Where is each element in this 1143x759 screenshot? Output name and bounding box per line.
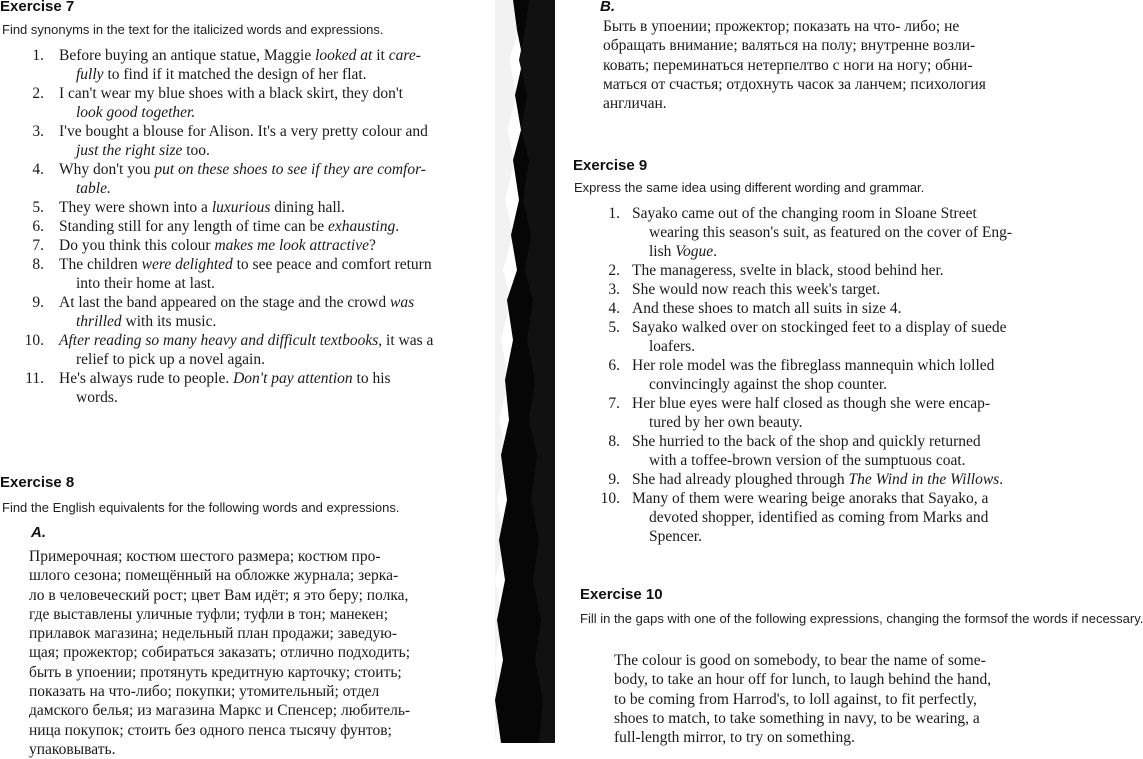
item-text	[632, 432, 1051, 470]
list-item	[0, 369, 472, 407]
text-run: relief to pick up a novel again.	[76, 351, 265, 368]
item-text	[632, 470, 1051, 489]
text-run: into their home at last.	[76, 275, 216, 292]
list-item	[0, 293, 472, 331]
text-line: Fill in the gaps with one of the following expressions, changing the forms	[580, 611, 997, 626]
list-item	[555, 394, 1051, 432]
item-number: 8.	[32, 256, 44, 273]
list-item	[555, 489, 1051, 546]
item-number: 4.	[608, 300, 620, 317]
text-run: I've bought a blouse for Alison. It's a very pretty colour and	[59, 123, 428, 140]
item-text	[632, 489, 1051, 546]
text-run: Standing still for any length of time can be	[59, 218, 329, 235]
text-run: Sayako walked over on stockinged feet to a display of suede	[632, 319, 1007, 336]
italic-phrase: After reading so many heavy and difficult textbooks	[59, 332, 379, 349]
item-number: 10.	[24, 332, 44, 349]
text-run: Why don't you	[59, 161, 155, 178]
italic-phrase: The Wind in the Willows	[848, 471, 1000, 488]
exercise-8-instruction: Find the English equivalents for the following words and expressions.	[2, 500, 400, 515]
text-line: ковать; переминаться нетерпелтво с ноги на ногу; обни-	[603, 56, 973, 74]
italic-phrase: was	[389, 294, 415, 311]
text-run: The manageress, svelte in black, stood behind her.	[632, 262, 944, 279]
text-line: ница покупок; стоить без одного пенса тысячу фунтов;	[29, 721, 392, 739]
text-run: Many of them were wearing beige anoraks that Sayako, a	[632, 490, 989, 507]
text-run: tured by her own beauty.	[649, 414, 803, 431]
item-text	[59, 122, 472, 160]
item-text	[632, 299, 1051, 318]
item-number: 6.	[32, 218, 44, 235]
text-run: words.	[76, 389, 118, 406]
item-text	[632, 394, 1051, 432]
italic-phrase: thrilled	[76, 313, 122, 330]
item-text	[59, 198, 472, 217]
text-run: loafers.	[649, 338, 696, 355]
text-run: with a toffee-brown version of the sumptuous coat.	[649, 452, 966, 469]
italic-phrase: looked at	[315, 47, 373, 64]
item-text	[59, 84, 472, 122]
text-run: She would now reach this week's target.	[632, 281, 881, 298]
text-run: Her role model was the fibreglass mannequin which lolled	[632, 357, 995, 374]
text-line: быть в упоении; протянуть кредитную карточку; стоить;	[29, 663, 402, 681]
list-item	[0, 217, 472, 236]
list-item	[555, 261, 1051, 280]
text-line: Быть в упоении; прожектор; показать на что- либо; не	[603, 18, 960, 35]
text-run: to find if it matched the design of her flat.	[103, 66, 367, 83]
item-number: 3.	[608, 281, 620, 298]
exercise-9-title: Exercise 9	[573, 157, 648, 174]
italic-phrase: Don't pay attention	[233, 370, 353, 387]
item-text	[632, 356, 1051, 394]
item-text	[59, 46, 472, 84]
item-number: 2.	[32, 85, 44, 102]
text-line: дамского белья; из магазина Маркс и Спенсер; любитель-	[29, 702, 411, 720]
text-run: devoted shopper, identified as coming from Marks and	[649, 509, 989, 526]
list-item	[555, 299, 1051, 318]
text-run: it	[372, 47, 389, 64]
text-line: to be coming from Harrod's, to loll against, to fit perfectly,	[614, 690, 977, 708]
item-text	[632, 261, 1051, 280]
exercise-9-instruction: Express the same idea using different wording and grammar.	[574, 180, 925, 195]
list-item	[0, 84, 472, 122]
item-number: 9.	[608, 471, 620, 488]
italic-phrase: exhausting	[328, 218, 396, 235]
right-page	[555, 0, 1143, 747]
text-line: англичан.	[603, 95, 667, 113]
item-number: 4.	[32, 161, 44, 178]
text-line: щая; прожектор; собираться заказать; отлично подходить;	[29, 644, 411, 662]
list-item	[0, 122, 472, 160]
text-run: The children	[59, 256, 142, 273]
text-line: body, to take an hour off for lunch, to laugh behind the hand,	[614, 671, 992, 689]
list-item	[555, 470, 1051, 489]
item-number: 1.	[32, 47, 44, 64]
list-item	[0, 46, 472, 84]
text-run: .	[395, 218, 400, 235]
section-b-label: B.	[600, 0, 615, 15]
exercise-8-title: Exercise 8	[0, 474, 75, 491]
item-text	[59, 160, 472, 198]
text-run: dining hall.	[270, 199, 345, 216]
text-line: Примерочная; костюм шестого размера; костюм про-	[29, 548, 381, 565]
text-run: At last the band appeared on the stage and the crowd	[59, 294, 390, 311]
italic-phrase: makes me look attractive	[214, 237, 369, 254]
list-item	[0, 198, 472, 217]
item-text	[59, 255, 472, 293]
exercise-7-instruction: Find synonyms in the text for the italicized words and expressions.	[2, 22, 384, 37]
item-number: 8.	[608, 433, 620, 450]
item-number: 3.	[32, 123, 44, 140]
text-line: упаковывать.	[29, 740, 116, 758]
item-number: 2.	[608, 262, 620, 279]
text-line: прилавок магазина; недельный план продажи; заведую-	[29, 625, 397, 643]
italic-phrase: luxurious	[211, 199, 271, 216]
item-number: 5.	[32, 199, 44, 216]
text-line: shoes to match, to take something in navy, to be wearing, a	[614, 709, 980, 727]
section-a-label: A.	[31, 524, 46, 541]
italic-phrase: were delighted	[141, 256, 233, 273]
text-run: Do you think this colour	[59, 237, 215, 254]
exercise-9-list	[555, 204, 1051, 546]
text-run: ?	[368, 237, 376, 254]
text-run: And these shoes to match all suits in size 4.	[632, 300, 902, 317]
text-run: She hurried to the back of the shop and quickly returned	[632, 433, 981, 450]
text-run: Her blue eyes were half closed as though she were encap-	[632, 395, 991, 412]
text-run: to his	[352, 370, 391, 387]
text-run: She had already ploughed through	[632, 471, 849, 488]
exercise-10-instruction	[580, 610, 1143, 628]
text-line: маться от счастья; отдохнуть часок за ланчем; психология	[603, 75, 986, 93]
text-line: of the words if necessary.	[996, 611, 1143, 626]
item-text	[632, 204, 1051, 261]
text-run: , it was a	[378, 332, 434, 349]
text-run: I can't wear my blue shoes with a black skirt, they don't	[59, 85, 403, 102]
list-item	[555, 204, 1051, 261]
item-number: 10.	[600, 490, 620, 507]
text-run: wearing this season's suit, as featured on the cover of Eng-	[649, 224, 1013, 241]
item-number: 9.	[32, 294, 44, 311]
text-line: ло в человеческий рост; цвет Вам идёт; я это беру; полка,	[29, 586, 409, 604]
text-run: Spencer.	[649, 528, 702, 545]
text-run: Before buying an antique statue, Maggie	[59, 47, 316, 64]
item-text	[59, 331, 472, 369]
text-line: обращать внимание; валяться на полу; внутренне возли-	[603, 37, 976, 55]
list-item	[0, 236, 472, 255]
item-number: 6.	[608, 357, 620, 374]
italic-phrase: fully	[76, 66, 104, 83]
text-run: He's always rude to people.	[59, 370, 234, 387]
text-run: with its music.	[121, 313, 217, 330]
text-run: .	[999, 471, 1004, 488]
section-a-text	[29, 547, 471, 759]
text-run: .	[713, 243, 718, 260]
left-page	[0, 0, 495, 758]
list-item	[555, 318, 1051, 356]
text-run: to see peace and comfort return	[232, 256, 432, 273]
italic-phrase: table.	[76, 180, 111, 197]
italic-phrase: put on these shoes to see if they are comfor-	[154, 161, 426, 178]
item-text	[632, 280, 1051, 299]
text-line: шлого сезона; помещённый на обложке журнала; зерка-	[29, 567, 399, 585]
item-text	[632, 318, 1051, 356]
item-text	[59, 293, 472, 331]
text-run: convincingly against the shop counter.	[649, 376, 888, 393]
italic-phrase: look good together.	[76, 104, 196, 121]
list-item	[0, 255, 472, 293]
exercise-7-list	[0, 46, 472, 407]
italic-phrase: care-	[388, 47, 421, 64]
italic-phrase: Vogue	[675, 243, 714, 260]
text-line: full-length mirror, to try on something.	[614, 729, 855, 747]
exercise-7-title: Exercise 7	[0, 0, 75, 15]
text-run: They were shown into a	[59, 199, 212, 216]
text-run: too.	[182, 142, 210, 159]
item-number: 7.	[608, 395, 620, 412]
list-item	[555, 432, 1051, 470]
list-item	[0, 331, 472, 369]
text-line: показать на что-либо; покупки; утомительный; отдел	[29, 683, 380, 701]
item-text	[59, 217, 472, 236]
list-item	[555, 356, 1051, 394]
italic-phrase: just the right size	[76, 142, 183, 159]
page-gutter	[495, 0, 555, 743]
item-text	[59, 369, 472, 407]
list-item	[555, 280, 1051, 299]
item-number: 1.	[608, 205, 620, 222]
item-number: 11.	[25, 370, 44, 387]
text-line: где выставлены уличные туфли; туфли в тон; манекен;	[29, 605, 389, 623]
item-number: 5.	[608, 319, 620, 336]
text-run: Sayako came out of the changing room in Sloane Street	[632, 205, 977, 222]
exercise-10-title: Exercise 10	[580, 586, 663, 603]
exercise-10-text	[614, 651, 1052, 747]
text-run: lish	[649, 243, 676, 260]
item-number: 7.	[32, 237, 44, 254]
text-line: The colour is good on somebody, to bear the name of some-	[614, 652, 986, 669]
section-b-text	[603, 17, 1052, 113]
item-text	[59, 236, 472, 255]
list-item	[0, 160, 472, 198]
